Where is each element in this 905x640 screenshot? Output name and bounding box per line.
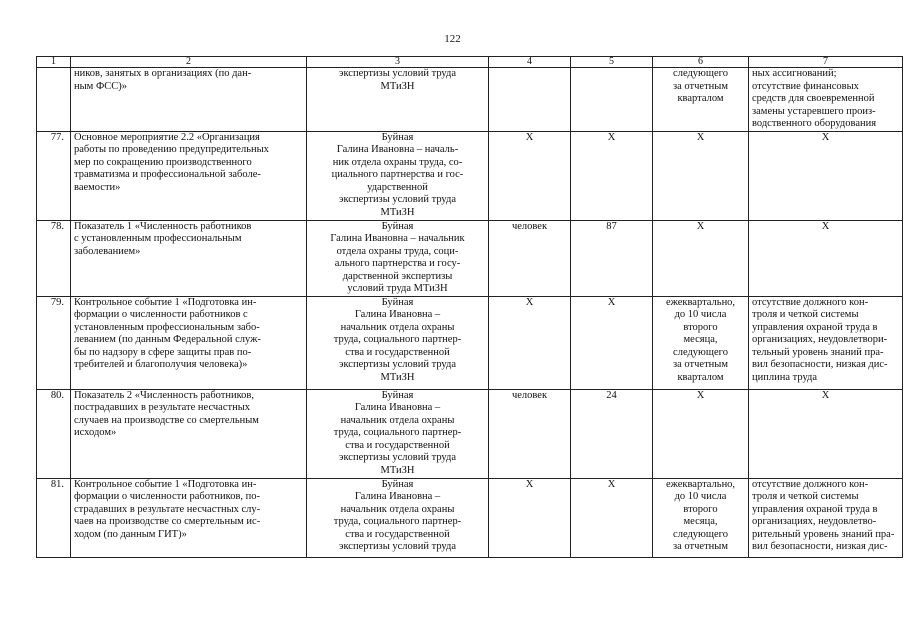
row-number: 79.: [37, 296, 71, 389]
measure-name: Основное мероприятие 2.2 «Организация работы по проведению предупредительных мер по сокращению производственного травматизма и профессиональной заболе- ваемости»: [71, 131, 307, 220]
unit-cell: X: [489, 131, 571, 220]
row-number: 81.: [37, 478, 71, 557]
measure-name: Показатель 2 «Численность работников, пострадавших в результате несчастных случаев на производстве со смертельным исходом»: [71, 389, 307, 478]
unit-cell: человек: [489, 220, 571, 296]
term-cell: X: [653, 131, 749, 220]
measure-name: Контрольное событие 1 «Подготовка ин- формации о численности работников с установленным профессиональным забо- леванием (по данным Федеральной служ- бы по надзору в сфере защиты прав по- требителей и благополучия человека)»: [71, 296, 307, 389]
term-cell: X: [653, 389, 749, 478]
row-number: 80.: [37, 389, 71, 478]
risk-cell: отсутствие должного кон- троля и четкой системы управления охраной труда в организациях, неудовлетвори- тельный уровень знаний пра- вил безопасности, низкая дис- циплина труда: [749, 296, 903, 389]
responsible-person: экспертизы условий труда МТиЗН: [307, 68, 489, 132]
value-cell: X: [571, 296, 653, 389]
responsible-person: Буйная Галина Ивановна – начальник отдела охраны труда, соци- ального партнерства и госу- дарственной экспертизы условий труда МТиЗН: [307, 220, 489, 296]
responsible-person: Буйная Галина Ивановна – начальник отдела охраны труда, социального партнер- ства и государственной экспертизы условий труда МТиЗН: [307, 389, 489, 478]
unit-cell: X: [489, 296, 571, 389]
column-header: 2: [71, 57, 307, 68]
row-number: 77.: [37, 131, 71, 220]
value-cell: [571, 68, 653, 132]
measure-name: Показатель 1 «Численность работников с установленным профессиональным заболеванием»: [71, 220, 307, 296]
row-number: [37, 68, 71, 132]
unit-cell: человек: [489, 389, 571, 478]
value-cell: X: [571, 131, 653, 220]
column-header: 1: [37, 57, 71, 68]
column-header: 4: [489, 57, 571, 68]
risk-cell: отсутствие должного кон- троля и четкой системы управления охраной труда в организациях, неудовлетво- рительный уровень знаний пра- вил безопасности, низкая дис-: [749, 478, 903, 557]
column-header: 6: [653, 57, 749, 68]
value-cell: X: [571, 478, 653, 557]
column-header: 5: [571, 57, 653, 68]
value-cell: 24: [571, 389, 653, 478]
term-cell: следующего за отчетным кварталом: [653, 68, 749, 132]
term-cell: X: [653, 220, 749, 296]
table-row: [37, 68, 903, 132]
unit-cell: [489, 68, 571, 132]
responsible-person: Буйная Галина Ивановна – началь- ник отдела охраны труда, со- циального партнерства и гос- ударственной экспертизы условий труда МТиЗН: [307, 131, 489, 220]
table-header-row: [37, 57, 903, 68]
page-number: 122: [444, 33, 461, 45]
row-number: 78.: [37, 220, 71, 296]
term-cell: ежеквартально, до 10 числа второго месяца, следующего за отчетным: [653, 478, 749, 557]
table-row: [37, 220, 903, 296]
table-row: [37, 389, 903, 478]
table-row: [37, 131, 903, 220]
table-row: [37, 478, 903, 557]
term-cell: ежеквартально, до 10 числа второго месяца, следующего за отчетным кварталом: [653, 296, 749, 389]
responsible-person: Буйная Галина Ивановна – начальник отдела охраны труда, социального партнер- ства и государственной экспертизы условий труда МТиЗН: [307, 296, 489, 389]
measure-name: ников, занятых в организациях (по дан- ным ФСС)»: [71, 68, 307, 132]
responsible-person: Буйная Галина Ивановна – начальник отдела охраны труда, социального партнер- ства и государственной экспертизы условий труда: [307, 478, 489, 557]
table-row: [37, 296, 903, 389]
risk-cell: X: [749, 389, 903, 478]
column-header: 3: [307, 57, 489, 68]
risk-cell: X: [749, 131, 903, 220]
measure-name: Контрольное событие 1 «Подготовка ин- формации о численности работников, по- страдавших в результате несчастных слу- чаев на производстве со смертельным ис- ходом (по данным ГИТ)»: [71, 478, 307, 557]
unit-cell: X: [489, 478, 571, 557]
risk-cell: X: [749, 220, 903, 296]
risk-cell: ных ассигнований; отсутствие финансовых средств для своевременной замены устаревшего произ- водственного оборудования: [749, 68, 903, 132]
column-header: 7: [749, 57, 903, 68]
document-table: [36, 56, 903, 558]
value-cell: 87: [571, 220, 653, 296]
